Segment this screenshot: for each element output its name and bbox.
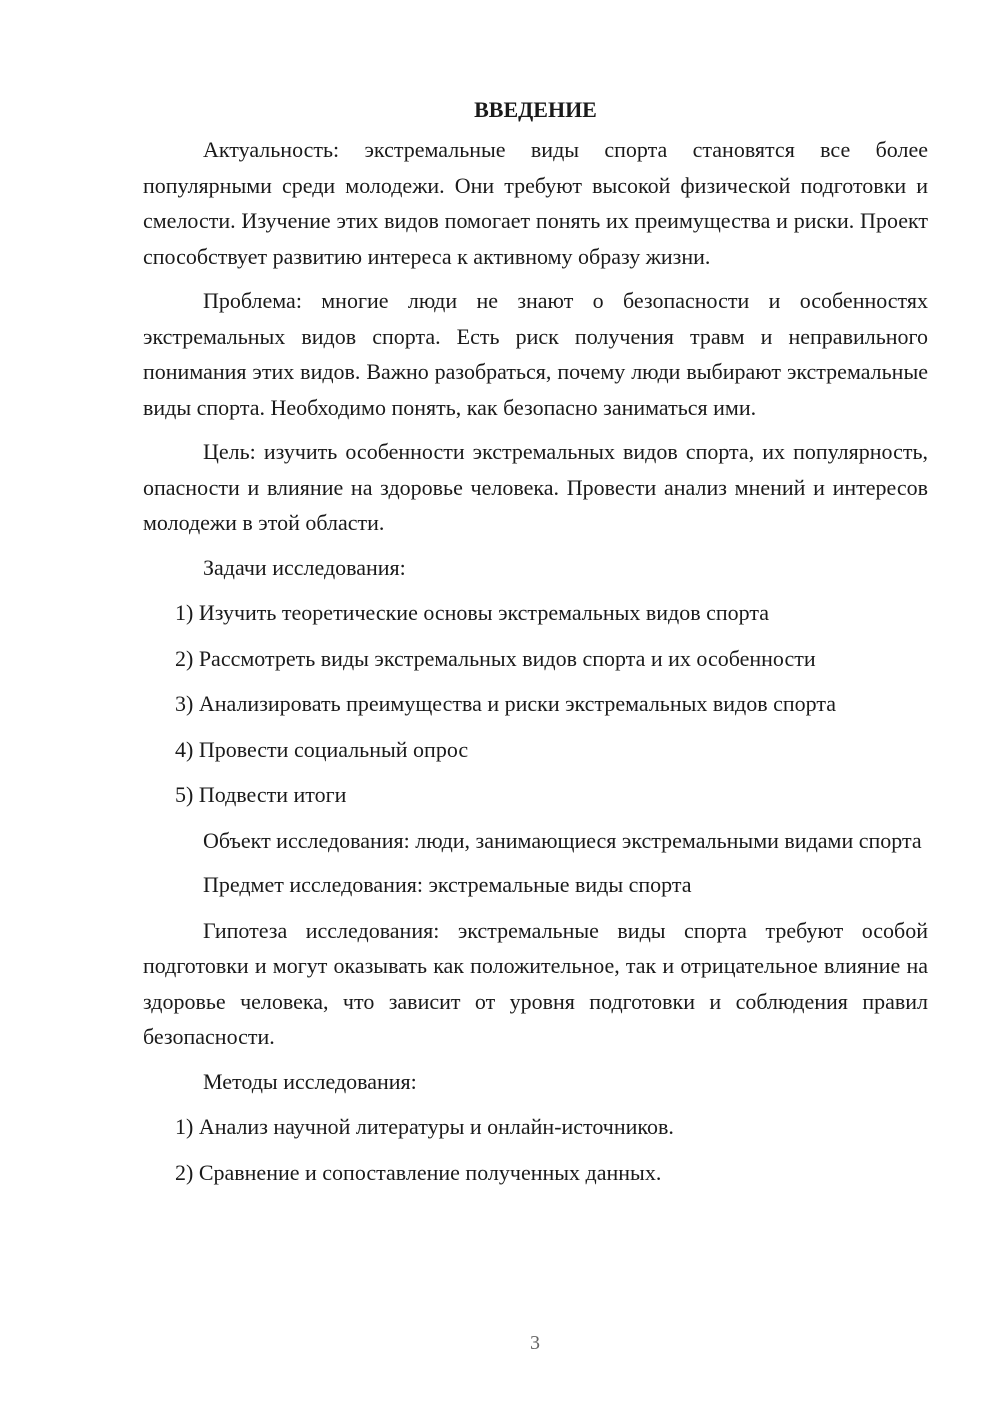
problem-paragraph: Проблема: многие люди не знают о безопасности и особенностях экстремальных видов спорта. Есть риск получения травм и неправильного понимания этих видов. Важно разобраться, почему люди выбирают экстремальные виды спорта. Необходимо понять, как безопасно заниматься ими. bbox=[143, 288, 928, 420]
methods-list bbox=[143, 1109, 928, 1190]
list-item: 5) Подвести итоги bbox=[175, 782, 347, 807]
tasks-heading: Задачи исследования: bbox=[203, 554, 406, 580]
goal-paragraph: Цель: изучить особенности экстремальных видов спорта, их популярность, опасности и влияние на здоровье человека. Провести анализ мнений и интересов молодежи в этой области. bbox=[143, 439, 928, 535]
list-item: 1) Изучить теоретические основы экстремальных видов спорта bbox=[175, 600, 770, 625]
list-item: 2) Сравнение и сопоставление полученных данных. bbox=[175, 1159, 662, 1185]
list-item: 2) Рассмотреть виды экстремальных видов спорта и их особенности bbox=[175, 645, 816, 671]
page-number: 3 bbox=[530, 1332, 540, 1354]
list-item: 1) Анализ научной литературы и онлайн-источников. bbox=[175, 1114, 674, 1139]
tasks-list bbox=[143, 595, 928, 813]
object-paragraph: Объект исследования: люди, занимающиеся экстремальными видами спорта bbox=[203, 827, 922, 853]
document-page bbox=[143, 92, 928, 1200]
list-item: 4) Провести социальный опрос bbox=[175, 736, 469, 762]
page-title: ВВЕДЕНИЕ bbox=[474, 97, 597, 122]
methods-heading: Методы исследования: bbox=[203, 1068, 417, 1094]
subject-paragraph: Предмет исследования: экстремальные виды спорта bbox=[203, 872, 692, 897]
relevance-paragraph: Актуальность: экстремальные виды спорта становятся все более популярными среди молодежи. Они требуют высокой физической подготовки и смелости. Изучение этих видов помогает понять их преимущества и риски. Проект способствует развитию интереса к активному образу жизни. bbox=[143, 137, 928, 269]
hypothesis-paragraph: Гипотеза исследования: экстремальные виды спорта требуют особой подготовки и могут оказывать как положительное, так и отрицательное влияние на здоровье человека, что зависит от уровня подготовки и соблюдения правил безопасности. bbox=[143, 917, 928, 1049]
list-item: 3) Анализировать преимущества и риски экстремальных видов спорта bbox=[175, 691, 837, 716]
